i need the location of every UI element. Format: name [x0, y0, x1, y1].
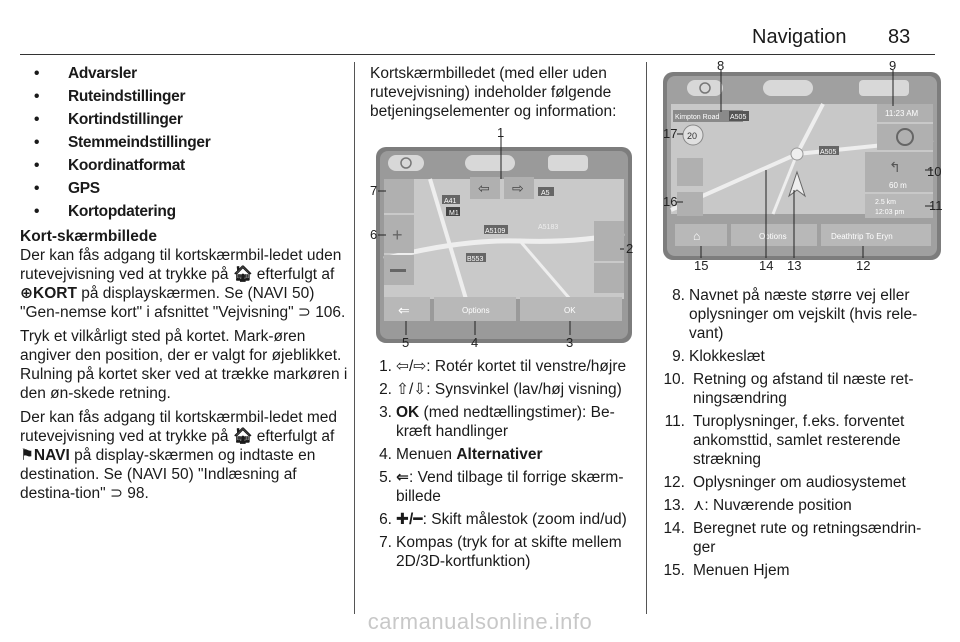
svg-text:20: 20: [687, 131, 698, 141]
page-header: [0, 0, 960, 56]
list-item: 1. ⇦/⇨: Rotér kortet til venstre/højre: [379, 358, 627, 375]
list-item: 14. Beregnet rute og retningsændrin-ger: [663, 520, 922, 556]
page-title: Navigation: [752, 26, 847, 48]
guidance-screen-illustration: [663, 60, 941, 272]
reference-arrow-icon: ⊃: [109, 485, 128, 502]
svg-text:M1: M1: [449, 210, 459, 217]
zoom-icon: ✚/━: [396, 511, 423, 528]
svg-text:10: 10: [927, 164, 942, 179]
list-item: • Advarsler: [34, 65, 137, 82]
list-item: • Ruteindstillinger: [34, 88, 186, 105]
svg-text:11:23 AM: 11:23 AM: [885, 109, 919, 118]
list-item: 3. OK (med nedtællingstimer): Be-kræft handlinger: [379, 404, 615, 440]
svg-text:5: 5: [402, 335, 410, 350]
svg-text:3: 3: [566, 335, 574, 350]
legend-list: [370, 357, 638, 571]
list-item: 15. Menuen Hjem: [663, 562, 790, 579]
list-item: 8. Navnet på næste større vej eller oplysninger om vejskilt (hvis rele-vant): [672, 287, 918, 342]
list-item: 5. ⇐: Vend tilbage til forrige skærm-billede: [379, 469, 624, 505]
section-heading: Kort-skærmbillede: [20, 228, 157, 245]
column-left: [20, 64, 348, 508]
svg-text:Deathtrip To Eryn: Deathtrip To Eryn: [831, 232, 893, 241]
svg-text:A505: A505: [820, 149, 837, 156]
list-item: 7. Kompas (tryk for at skifte mellem 2D/3D-kortfunktion): [379, 534, 622, 570]
column-right: [663, 58, 943, 584]
svg-text:12: 12: [856, 258, 871, 273]
legend-list: [663, 286, 941, 580]
svg-text:11: 11: [929, 198, 943, 213]
svg-text:A41: A41: [444, 198, 457, 205]
reference-arrow-icon: ⊃: [297, 304, 316, 321]
svg-text:13: 13: [787, 258, 802, 273]
list-item: 10. Retning og afstand til næste ret-ningsændring: [663, 371, 914, 407]
svg-text:14: 14: [759, 258, 774, 273]
svg-text:8: 8: [717, 58, 725, 73]
flag-icon: ⚑: [20, 447, 34, 464]
list-item: 6. ✚/━: Skift målestok (zoom ind/ud): [379, 511, 627, 528]
home-icon: 🏠︎: [232, 428, 253, 445]
tilt-arrows-icon: ⇧/⇩: [396, 381, 427, 398]
list-item: 11. Turoplysninger, f.eks. forventet ankomsttid, samlet resterende strækning: [664, 413, 905, 468]
svg-text:B553: B553: [467, 256, 484, 263]
map-screen-image-2: [663, 60, 941, 272]
svg-text:Options: Options: [759, 232, 787, 241]
map-screen-image-1: [370, 125, 638, 350]
svg-text:2: 2: [626, 241, 634, 256]
svg-text:12:03 pm: 12:03 pm: [875, 209, 905, 216]
list-item: 9. Klokkeslæt: [672, 348, 765, 365]
watermark: carmanualsonline.info: [367, 609, 593, 634]
svg-text:A5183: A5183: [538, 224, 559, 231]
svg-text:↰: ↰: [889, 159, 901, 175]
svg-text:15: 15: [694, 258, 709, 273]
paragraph: Der kan fås adgang til kortskærmbil-ledet med rutevejvisning ved at trykke på 🏠︎ efterfulgt af ⚑NAVI på display-skærmen og indtaste en destination. Se (NAVI 50) "Indlæsning af destina-tion" ⊃ 98.: [20, 409, 338, 502]
list-item: 12. Oplysninger om audiosystemet: [663, 474, 906, 491]
paragraph: Kortskærmbilledet (med eller uden rutevejvisning) indeholder følgende betjeningselementer og information:: [370, 65, 617, 120]
home-icon: 🏠︎: [232, 266, 253, 283]
map-screen-illustration: [370, 125, 638, 350]
page-number: 83: [888, 26, 911, 48]
list-item: 13. ⋏: Nuværende position: [663, 497, 852, 514]
svg-text:OK: OK: [564, 306, 576, 315]
list-item: • Kortindstillinger: [34, 111, 183, 128]
svg-text:9: 9: [889, 58, 897, 73]
list-item: • Stemmeindstillinger: [34, 134, 211, 151]
svg-text:+: +: [392, 225, 403, 245]
list-item: • Koordinatformat: [34, 157, 185, 174]
rotate-arrows-icon: ⇦/⇨: [396, 358, 427, 375]
svg-text:A5: A5: [541, 190, 550, 197]
menu-list: [20, 64, 348, 225]
svg-text:Options: Options: [462, 306, 490, 315]
map-icon: ⊕: [20, 285, 33, 302]
svg-text:6: 6: [370, 227, 378, 242]
back-arrow-icon: ⇐: [396, 469, 409, 486]
svg-text:1: 1: [497, 125, 505, 140]
paragraph: Tryk et vilkårligt sted på kortet. Mark-øren angiver den position, der er valgt for øjeblikket. Rulning på kortet sker ved at trække markøren i den øn-skede retning.: [20, 328, 348, 402]
column-middle: [370, 64, 638, 575]
svg-text:A5109: A5109: [485, 228, 506, 235]
column-divider-1: [354, 62, 355, 614]
svg-text:4: 4: [471, 335, 479, 350]
svg-text:⇨: ⇨: [512, 180, 524, 196]
position-marker-icon: ⋏: [693, 497, 705, 514]
list-item: • Kortopdatering: [34, 203, 176, 220]
svg-text:16: 16: [663, 194, 678, 209]
list-item: 4. Menuen Alternativer: [379, 446, 543, 463]
svg-text:7: 7: [370, 183, 378, 198]
svg-text:60 m: 60 m: [889, 181, 907, 190]
svg-text:⇦: ⇦: [478, 180, 490, 196]
svg-text:⇐: ⇐: [398, 302, 410, 318]
header-divider: [20, 54, 935, 55]
svg-text:17: 17: [663, 126, 678, 141]
svg-text:Kimpton Road: Kimpton Road: [675, 114, 720, 121]
column-divider-2: [646, 62, 647, 614]
paragraph: Der kan fås adgang til kortskærmbil-ledet uden rutevejvisning ved at trykke på 🏠︎ efterfulgt af ⊕KORT på displayskærmen. Se (NAVI 50) "Gen-nemse kort" i afsnittet "Vejvisning" ⊃ 106.: [20, 247, 346, 321]
list-item: 2. ⇧/⇩: Synsvinkel (lav/høj visning): [379, 381, 622, 398]
svg-text:A505: A505: [730, 114, 747, 121]
svg-text:2.5 km: 2.5 km: [875, 199, 897, 206]
svg-text:⌂: ⌂: [693, 229, 701, 243]
list-item: • GPS: [34, 180, 100, 197]
